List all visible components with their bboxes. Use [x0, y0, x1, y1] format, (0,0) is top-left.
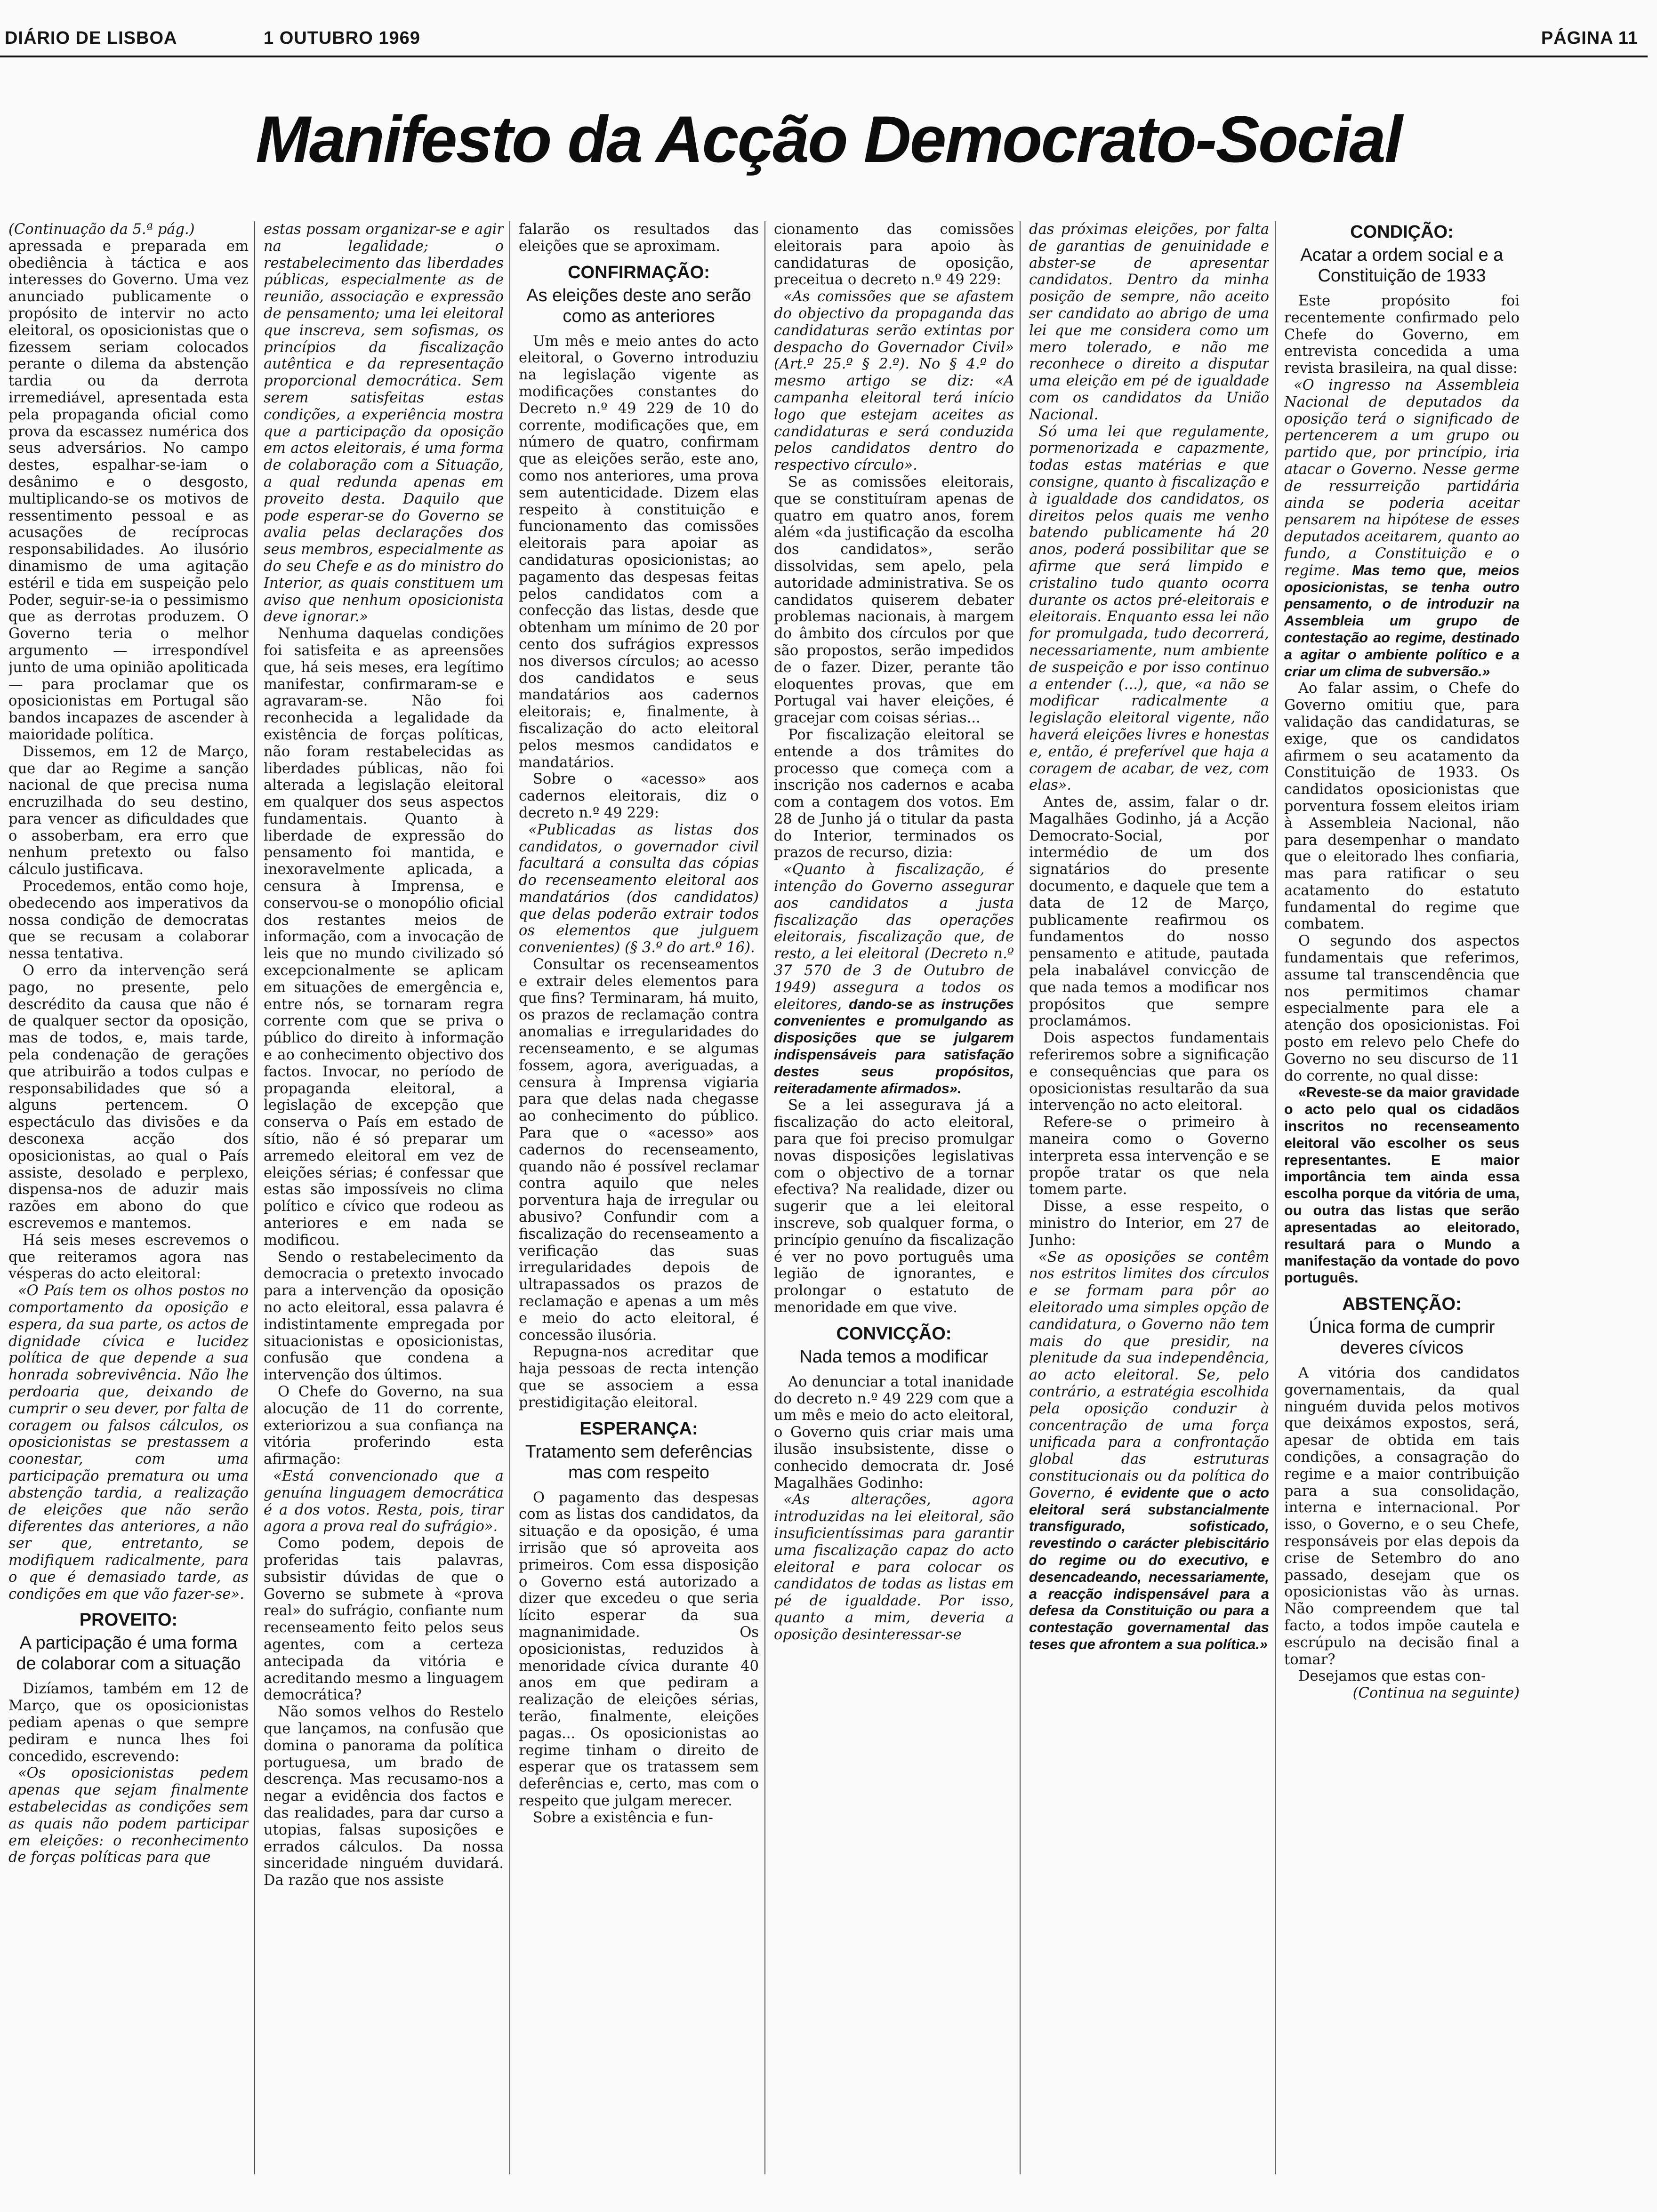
- paragraph: Como podem, depois de proferidas tais palavras, subsistir dúvidas de que o Governo se submete à «prova real» do sufrágio, confiante num recenseamento feito pelos seus agentes, com a certeza antecipada da vitória e acreditando mesmo a linguagem democrática?: [264, 1535, 504, 1704]
- paragraph: A vitória dos candidatos governamentais, da qual ninguém duvida pelos motivos que deixámos expostos, será, apesar de obtida em tais condições, a consagração do regime e a maior contribuição para a sua consolidação, interna e internacional. Por isso, o Governo, e o seu Chefe, responsáveis por elas depois da crise de Setembro do ano passado, desejam que os oposicionistas vão às urnas. Não compreendem que tal facto, a todos impõe cautela e escrúpulo na decisão final a tomar?: [1284, 1365, 1520, 1668]
- section-subtitle-abstencao: Única forma de cumprir deveres cívicos: [1309, 1317, 1495, 1358]
- paragraph: Antes de, assim, falar o dr. Magalhães Godinho, já a Acção Democrato-Social, por intermédio de um dos signatários do presente documento, e daquele que tem a data de 12 de Março, publicamente reafirmou os fundamentos do nosso pensamento e atitude, pautada pela inabalável convicção de que nada temos a modificar nos propósitos que sempre proclamámos.: [1029, 794, 1269, 1030]
- column-6: [1284, 221, 1520, 2184]
- column-rule: [764, 221, 765, 2174]
- masthead: [0, 0, 1657, 56]
- column-rule: [1020, 221, 1021, 2174]
- paragraph: Por fiscalização eleitoral se entende a dos trâmites do processo que começa com a inscrição nos cadernos e acaba com a contagem dos votos. Em 28 de Junho já o titular da pasta do Interior, terminados os prazos de recurso, dizia:: [774, 726, 1014, 861]
- section-heading-conviccao: CONVICÇÃO:: [836, 1323, 952, 1344]
- quote: «Publicadas as listas dos candidatos, o governador civil facultará a consulta das cópias do recenseamento eleitoral aos mandatários (dos candidatos) que delas poderão extrair todos os elementos que julguem convenientes) (§ 3.º do art.º 16).: [519, 821, 759, 956]
- column-2: [264, 221, 504, 2184]
- section-subtitle-proveito: A participação é uma forma de colaborar com a situação: [16, 1633, 241, 1674]
- continuation-note: (Continuação da 5.ª pág.): [8, 221, 195, 238]
- paragraph: Há seis meses escrevemos o que reiteramos agora nas vésperas do acto eleitoral:: [8, 1232, 249, 1282]
- paragraph: Sobre o «acesso» aos cadernos eleitorais, diz o decreto n.º 49 229:: [519, 771, 759, 821]
- section-subtitle-esperanca: Tratamento sem deferências mas com respeito: [525, 1442, 753, 1483]
- quote: das próximas eleições, por falta de garantias de genuinidade e abster-se de apresentar candidatos. Dentro da minha posição de sempre, não aceito ser candidato ao abrigo de uma lei que me considera como um mero tolerado, e não me reconhece o direito a disputar uma eleição em pé de igualdade com os candidatos da União Nacional.: [1029, 221, 1269, 423]
- paragraph: Desejamos que estas con-: [1298, 1668, 1486, 1685]
- quote: [1284, 377, 1520, 680]
- column-rule: [254, 221, 255, 2174]
- section-heading-esperanca: ESPERANÇA:: [579, 1419, 698, 1439]
- quote-bold: dando-se as instruções convenientes e promulgando as disposições que se julgarem indispensáveis para satisfação destes seus propósitos, reiteradamente afirmados».: [774, 996, 1014, 1097]
- section-heading-abstencao: ABSTENÇÃO:: [1342, 1294, 1462, 1314]
- column-5: [1029, 221, 1269, 2184]
- paragraph: O pagamento das despesas com as listas dos candidatos, da situação e da oposição, é uma irrisão que só aproveita aos primeiros. Com essa disposição o Governo está autorizado a dizer que excedeu o que seria lícito esperar da sua magnanimidade. Os oposicionistas, reduzidos à menoridade cívica durante 40 anos em que pediram a realização de eleições sérias, terão, finalmente, eleições pagas... Os oposicionistas ao regime tinham o direito de esperar que os tratassem sem deferências e, certo, mas com o respeito que julgam merecer.: [519, 1489, 759, 1809]
- paragraph: O erro da intervenção será pago, no presente, pelo descrédito da causa que não é de qualquer sector da oposição, mas de todos, e, mais tarde, pela condenação de gerações que atribuirão a todos culpas e responsabilidades que só a alguns pertencem. O espectáculo das divisões e da desconexa acção dos oposicionistas, ao qual o País assiste, desolado e perplexo, dispensa-nos de aduzir mais razões em abono do que escrevemos e mantemos.: [8, 962, 249, 1232]
- quote: «As alterações, agora introduzidas na lei eleitoral, são insuficientíssimas para garantir uma fiscalização capaz do acto eleitoral e para colocar os candidatos de todas as listas em pé de igualdade. Por isso, quanto a mim, deveria a oposição desinteressar-se: [774, 1491, 1014, 1643]
- paragraph: Procedemos, então como hoje, obedecendo aos imperativos da nossa condição de democratas que se recusam a colaborar nessa tentativa.: [8, 878, 249, 962]
- issue-date: 1 OUTUBRO 1969: [264, 28, 420, 48]
- section-subtitle-condicao: Acatar a ordem social e a Constituição de 1933: [1300, 245, 1504, 286]
- quote-text: «O ingresso na Assembleia Nacional de deputados da oposição terá o significado de pertencerem a um grupo ou partido que, por princípio, iria atacar o Governo. Nesse germe de ressurreição partidária ainda se poderia aceitar pensarem na hipótese de esses deputados aceitarem, quanto ao fundo, a Constituição e o regime.: [1284, 377, 1520, 579]
- paragraph: Se a lei assegurava já a fiscalização do acto eleitoral, para que foi preciso promulgar novas disposições legislativas com o objectivo de a tornar efectiva? Na realidade, dizer ou sugerir que a lei eleitoral inscreve, sob qualquer forma, o princípio genuíno da fiscalização é ver no povo português uma legião de ignorantes, e prolongar o estatuto de menoridade em que vive.: [774, 1097, 1014, 1316]
- paragraph: O segundo dos aspectos fundamentais que referimos, assume tal transcendência que nos permitimos chamar especialmente para ele a atenção dos oposicionistas. Foi posto em relevo pelo Chefe do Governo no seu discurso de 11 do corrente, no qual disse:: [1284, 933, 1520, 1084]
- section-subtitle-confirmacao: As eleições deste ano serão como as anteriores: [526, 285, 751, 326]
- paragraph: Sendo o restabelecimento da democracia o pretexto invocado para a intervenção da oposição no acto eleitoral, essa palavra é indistintamente empregada por situacionistas e oposicionistas, confusão que condena a intervenção dos últimos.: [264, 1249, 504, 1384]
- quote-bold: Mas temo que, meios oposicionistas, se tenha outro pensamento, o de introduzir na Assembleia um grupo de contestação ao regime, destinado a agitar o ambiente político e a criar um clima de subversão.»: [1284, 562, 1520, 680]
- paragraph: Ao denunciar a total inanidade do decreto n.º 49 229 com que a um mês e meio do acto eleitoral, o Governo quis criar mais uma ilusão insubsistente, disse o conhecido democrata dr. José Magalhães Godinho:: [774, 1373, 1014, 1491]
- page-number: PÁGINA 11: [1541, 28, 1638, 48]
- quote-bold-paragraph: [1284, 1084, 1520, 1287]
- quote-bold: é evidente que o acto eleitoral será substancialmente transfigurado, sofisticado, revestindo o carácter plebiscitário do regime ou do executivo, e desencadeando, necessariamente, a reacção indispensável para a defesa da Constituição ou para a contestação governamental das teses que afrontem a sua política.»: [1029, 1484, 1269, 1652]
- quote: «O País tem os olhos postos no comportamento da oposição e espera, da sua parte, os actos de dignidade cívica e lucidez política de que depende a sua honrada sobrevivência. Não lhe perdoaria que, deixando de cumprir o seu dever, por falta de coragem ou falsos cálculos, os oposicionistas se prestassem a coonestar, com uma participação prematura ou uma abstenção tardia, a realização de eleições que não serão diferentes das anteriores, a não ser que, entretanto, se modifiquem radicalmente, para o que é demasiado tarde, as condições em que vão fazer-se».: [8, 1282, 249, 1603]
- paragraph: Um mês e meio antes do acto eleitoral, o Governo introduziu na legislação vigente as modificações constantes do Decreto n.º 49 229 de 10 do corrente, modificações que, em número de quatro, confirmam que as eleições serão, este ano, como nos anteriores, uma prova sem autenticidade. Dizem elas respeito à constituição e funcionamento das comissões eleitorais para apoiar as candidaturas oposicionistas; ao pagamento das despesas feitas pelos candidatos com a confecção das listas, desde que obtenham um mínimo de 20 por cento dos sufrágios expressos nos diversos círculos; ao acesso dos candidatos e seus mandatários aos cadernos eleitorais; e, finalmente, à fiscalização do acto eleitoral pelos mesmos candidatos e mandatários.: [519, 333, 759, 771]
- continuation-footer: (Continua na seguinte): [1352, 1685, 1520, 1702]
- quote: «As comissões que se afastem do objectivo da propaganda das candidaturas serão extintas por despacho do Governador Civil» (Art.º 25.º § 2.º). No § 4.º do mesmo artigo se diz: «A campanha eleitoral terá início logo que estejam aceites as candidaturas e será conduzida pelos candidatos dentro do respectivo círculo».: [774, 289, 1014, 474]
- quote-text: «Se as oposições se contêm nos estritos limites dos círculos e se formam para pôr ao eleitorado uma simples opção de candidatura, o Governo não tem mais do que presidir, na plenitude da sua independência, ao acto eleitoral. Se, pelo contrário, a estratégia escolhida pela oposição conduzir à concentração de uma força unificada para a confrontação global das estruturas constitucionais ou da política do Governo,: [1029, 1249, 1269, 1501]
- quote: estas possam organizar-se e agir na legalidade; o restabelecimento das liberdades públicas, especialmente as de reunião, associação e expressão de pensamento; uma lei eleitoral que inscreva, sem sofismas, os princípios da fiscalização autêntica e da representação proporcional democrática. Sem serem satisfeitas estas condições, a experiência mostra que a participação da oposição em actos eleitorais, é uma forma de colaboração com a Situação, a qual redunda apenas em proveito desta. Daquilo que pode esperar-se do Governo se avalia pelas declarações dos seus membros, especialmente as do seu Chefe e as do ministro do Interior, as quais constituem um aviso que nenhum oposicionista deve ignorar.»: [264, 221, 504, 625]
- paragraph: Consultar os recenseamentos e extrair deles elementos para que fins? Terminaram, há muito, os prazos de reclamação contra anomalias e irregularidades do recenseamento, e se algumas fossem, agora, averiguadas, a censura à Imprensa vigiaria para que delas nada chegasse ao conhecimento do público. Para que o «acesso» aos cadernos do recenseamento, quando não é possível reclamar contra aquilo que neles porventura haja de irregular ou abusivo? Confundir com a fiscalização do recenseamento a verificação das suas irregularidades depois de ultrapassados os prazos de reclamação e apenas a um mês e meio do acto eleitoral, é concessão ilusória.: [519, 956, 759, 1344]
- section-heading-proveito: PROVEITO:: [79, 1610, 178, 1630]
- column-1: [8, 221, 249, 2184]
- paragraph: Sobre a existência e fun-: [533, 1809, 713, 1826]
- column-3: [519, 221, 759, 2184]
- paragraph: Disse, a esse respeito, o ministro do Interior, em 27 de Junho:: [1029, 1198, 1269, 1249]
- quote-text: «Quanto à fiscalização, é intenção do Governo assegurar aos candidatos a justa fiscalização das operações eleitorais, fiscalização que, de resto, a lei eleitoral (Decreto n.º 37 570 de 3 de Outubro de 1949) assegura a todos os eleitores,: [774, 861, 1014, 1013]
- quote: «Está convencionado que a genuína linguagem democrática é a dos votos. Resta, pois, tirar agora a prova real do sufrágio».: [264, 1467, 504, 1535]
- quote: [1029, 1249, 1269, 1653]
- section-heading-condicao: CONDIÇÃO:: [1350, 222, 1454, 242]
- paragraph: Não somos velhos do Restelo que lançamos, na confusão que domina o panorama da política portuguesa, um brado de descrença. Mas recusamo-nos a negar a evidência dos factos e das realidades, para dar curso a utopias, falsas suposições e errados cálculos. Da nossa sinceridade ninguém duvidará. Da razão que nos assiste: [264, 1704, 504, 1889]
- headline: Manifesto da Acção Democrato-Social: [256, 102, 1401, 176]
- quote-bold: «Reveste-se da maior gravidade o acto pelo qual os cidadãos inscritos no recenseamento eleitoral vão escolher os seus representantes. E maior importância tem ainda essa escolha porque da vitória de uma, ou outra das listas que serão apresentadas ao eleitorado, resultará para o Mundo a manifestação da vontade do povo português.: [1284, 1084, 1520, 1286]
- quote: Só uma lei que regulamente, pormenorizada e capazmente, todas estas matérias e que consigne, quanto à fiscalização e à igualdade dos candidatos, os direitos pelos quais me venho batendo publicamente há 20 anos, poderá possibilitar que se afirme que será limpido e cristalino tudo quanto ocorra durante os actos pré-eleitorais e eleitorais. Enquanto essa lei não for promulgada, tudo decorrerá, necessariamente, num ambiente de suspeição e por isso continuo a entender (...), que, «a não se modificar radicalmente a legislação eleitoral vigente, não haverá eleições livres e honestas e, então, é preferível que haja a coragem de acabar, de vez, com elas».: [1029, 423, 1269, 794]
- quote: «Os oposicionistas pedem apenas que sejam finalmente estabelecidas as condições sem as quais não podem participar em eleições: o reconhecimento de forças políticas para que: [8, 1765, 249, 1866]
- paragraph: falarão os resultados das eleições que se aproximam.: [519, 221, 759, 255]
- paragraph: Dissemos, em 12 de Março, que dar ao Regime a sanção nacional de que precisa numa encruzilhada do seu destino, para vencer as dificuldades que o assoberbam, era erro que nenhum pretexto ou falso cálculo justificava.: [8, 743, 249, 878]
- paragraph: Dois aspectos fundamentais referiremos sobre a significação e consequências que para os oposicionistas resultarão da sua intervenção no acto eleitoral.: [1029, 1030, 1269, 1114]
- quote: [774, 861, 1014, 1097]
- paragraph: Dizíamos, também em 12 de Março, que os oposicionistas pediam apenas o que sempre pediram e nunca lhes foi concedido, escrevendo:: [8, 1681, 249, 1765]
- masthead-rule: [0, 56, 1648, 57]
- paragraph: apressada e preparada em obediência à táctica e aos interesses do Governo. Uma vez anunciado publicamente o propósito de intervir no acto eleitoral, os oposicionistas que o fizessem seriam colocados perante o dilema da abstenção tardia ou da derrota irremediável, apresentada esta pela propaganda oficial como prova da escassez numérica dos seus adversários. No campo destes, espalhar-se-iam o desânimo e o desgosto, multiplicando-se os motivos de ressentimento pessoal e as acusações de recíprocas responsabilidades. Ao ilusório dinamismo de uma agitação estéril e tida em suspeição pelo Poder, seguir-se-ia o pessimismo que as derrotas produzem. O Governo teria o melhor argumento — irrespondível junto de uma opinião apoliticada — para proclamar que os oposicionistas em Portugal são bandos incapazes de ascender à maioridade política.: [8, 238, 249, 743]
- section-subtitle-conviccao: Nada temos a modificar: [799, 1346, 989, 1367]
- paragraph: cionamento das comissões eleitorais para apoio às candidaturas de oposição, preceitua o decreto n.º 49 229:: [774, 221, 1014, 289]
- paragraph: O Chefe do Governo, na sua alocução de 11 do corrente, exteriorizou a sua confiança na vitória proferindo esta afirmação:: [264, 1383, 504, 1468]
- paragraph: Se as comissões eleitorais, que se constituíram apenas de quatro em quatro anos, forem além «da justificação da escolha dos candidatos», serão dissolvidas, sem apelo, pela autoridade administrativa. Se os candidatos quiserem debater problemas nacionais, à margem do âmbito dos círculos por que são propostos, serão impedidos de o fazer. Dizer, perante tão eloquentes provas, que em Portugal vai haver eleições, é gracejar com coisas sérias...: [774, 473, 1014, 727]
- paragraph: Este propósito foi recentemente confirmado pelo Chefe do Governo, em entrevista concedida a uma revista brasileira, na qual disse:: [1284, 293, 1520, 377]
- paragraph: Nenhuma daquelas condições foi satisfeita e as apreensões que, há seis meses, era legítimo manifestar, confirmaram-se e agravaram-se. Não foi reconhecida a legalidade da existência de forças políticas, não foram restabelecidas as liberdades públicas, não foi alterada a legislação eleitoral em qualquer dos seus aspectos fundamentais. Quanto à liberdade de expressão do pensamento foi mantida, e inexoravelmente aplicada, a censura à Imprensa, e conservou-se o monopólio oficial dos restantes meios de informação, com a invocação de leis que no mundo civilizado só excepcionalmente se aplicam em situações de emergência e, entre nós, se tornaram regra corrente com que se priva o público do direito à informação e ao conhecimento objectivo dos factos. Invocar, no período de propaganda eleitoral, a legislação de excepção que conserva o País em estado de sítio, não é só preparar um arremedo eleitoral em vez de eleições sérias; é confessar que estas são impossíveis no clima político e cívico que rodeou as anteriores e em nada se modificou.: [264, 625, 504, 1249]
- paragraph: Ao falar assim, o Chefe do Governo omitiu que, para validação das candidaturas, se exige, que os candidatos afirmem o seu acatamento da Constituição de 1933. Os candidatos oposicionistas que porventura fossem eleitos iriam à Assembleia Nacional, não para desempenhar o mandato que o eleitorado lhes confiaria, mas para ratificar o seu acatamento do estatuto fundamental do regime que combatem.: [1284, 680, 1520, 933]
- paragraph: Refere-se o primeiro à maneira como o Governo interpreta essa intervenção e se propõe tratar os que nela tomem parte.: [1029, 1114, 1269, 1198]
- column-rule: [509, 221, 510, 2174]
- column-4: [774, 221, 1014, 2184]
- column-rule: [1275, 221, 1276, 2174]
- paragraph: Repugna-nos acreditar que haja pessoas de recta intenção que se associem a essa prestidigitação eleitoral.: [519, 1344, 759, 1411]
- publication-name: DIÁRIO DE LISBOA: [5, 28, 177, 48]
- section-heading-confirmacao: CONFIRMAÇÃO:: [568, 262, 710, 282]
